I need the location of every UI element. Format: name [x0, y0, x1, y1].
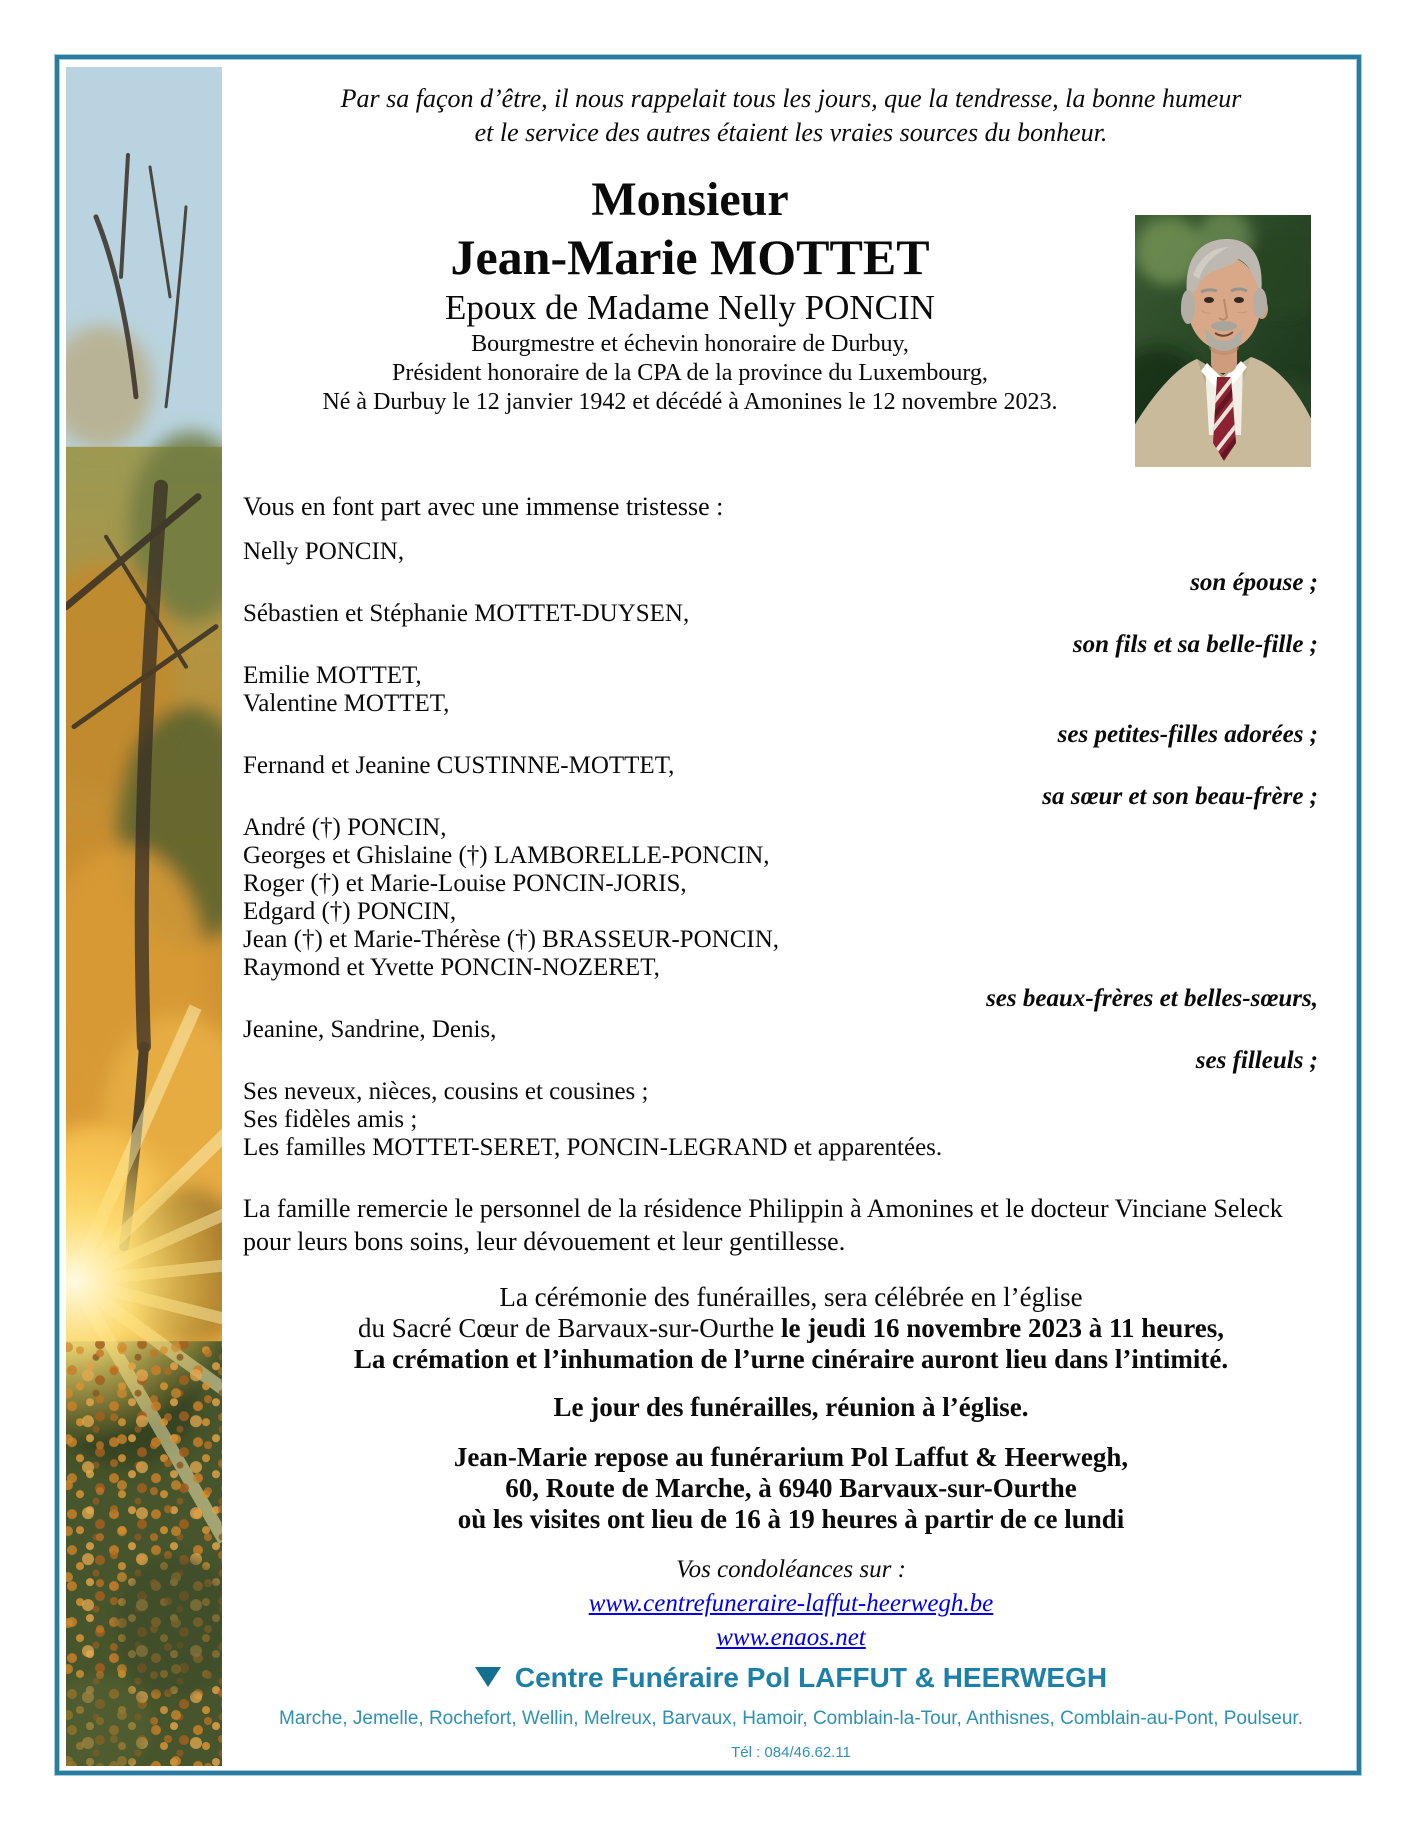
ceremony-line-2-regular: du Sacré Cœur de Barvaux-sur-Ourthe	[357, 1313, 782, 1343]
relation-label: ses petites-filles adorées ;	[1057, 721, 1318, 748]
role-line-1: Bourgmestre et échevin honoraire de Durbuy,	[471, 331, 909, 357]
title-monsieur: Monsieur	[591, 173, 789, 226]
repose-line-1: Jean-Marie repose au funérarium Pol Laffut & Heerwegh,	[453, 1442, 1129, 1472]
funeral-home-brand	[222, 1662, 1360, 1694]
announcement-intro: Vous en font part avec une immense tristesse :	[243, 492, 724, 521]
condolences-link-row-2	[222, 1624, 1360, 1652]
opening-quote	[222, 82, 1360, 150]
family-line: Edgard (†) PONCIN,	[243, 898, 457, 925]
ceremony-line-2	[222, 1313, 1360, 1344]
relation-label: sa sœur et son beau-frère ;	[1042, 783, 1318, 810]
family-line: Ses fidèles amis ;	[243, 1106, 418, 1133]
ceremony-block	[222, 1282, 1360, 1375]
enaos-website-link[interactable]: www.enaos.net	[716, 1624, 866, 1651]
family-line: Roger (†) et Marie-Louise PONCIN-JORIS,	[243, 870, 687, 897]
funeral-home-name: Centre Funéraire Pol LAFFUT & HEERWEGH	[514, 1662, 1108, 1693]
ceremony-line-1: La cérémonie des funérailles, sera célébrée en l’église	[499, 1282, 1083, 1312]
family-list	[222, 538, 1326, 1162]
family-line: Sébastien et Stéphanie MOTTET-DUYSEN,	[243, 600, 690, 627]
repose-line-2: 60, Route de Marche, à 6940 Barvaux-sur-Ourthe	[505, 1473, 1077, 1503]
reunion-line: Le jour des funérailles, réunion à l’église.	[553, 1392, 1029, 1422]
family-line: Raymond et Yvette PONCIN-NOZERET,	[243, 954, 660, 981]
family-line: Les familles MOTTET-SERET, PONCIN-LEGRAND et apparentées.	[243, 1134, 943, 1161]
deceased-name: Jean-Marie MOTTET	[450, 229, 930, 285]
funeral-home-locations: Marche, Jemelle, Rochefort, Wellin, Melreux, Barvaux, Hamoir, Comblain-la-Tour, Anthisnes, Comblain-au-Pont, Poulseur.	[279, 1708, 1303, 1729]
ceremony-line-3: La crémation et l’inhumation de l’urne cinéraire auront lieu dans l’intimité.	[353, 1344, 1229, 1374]
ceremony-line-2-bold: le jeudi 16 novembre 2023 à 11 heures,	[781, 1313, 1225, 1343]
family-line: Emilie MOTTET,	[243, 662, 422, 689]
family-line: Georges et Ghislaine (†) LAMBORELLE-PONCIN,	[243, 842, 770, 869]
family-line: Jean (†) et Marie-Thérèse (†) BRASSEUR-PONCIN,	[243, 926, 779, 953]
family-line: Jeanine, Sandrine, Denis,	[243, 1016, 497, 1043]
relation-label: ses beaux-frères et belles-sœurs,	[986, 985, 1318, 1012]
family-line: Fernand et Jeanine CUSTINNE-MOTTET,	[243, 752, 675, 779]
relation-label: son fils et sa belle-fille ;	[1072, 631, 1318, 658]
quote-line-2: et le service des autres étaient les vraies sources du bonheur.	[474, 118, 1108, 147]
relation-label: ses filleuls ;	[1195, 1047, 1318, 1074]
autumn-photo-strip	[66, 67, 222, 1766]
condolences-link-row-1	[222, 1590, 1360, 1618]
relation-label: son épouse ;	[1190, 569, 1318, 596]
family-line: Valentine MOTTET,	[243, 690, 450, 717]
title-block	[222, 172, 1158, 417]
repose-block	[222, 1442, 1360, 1535]
family-line: Nelly PONCIN,	[243, 538, 405, 565]
spouse-line: Epoux de Madame Nelly PONCIN	[445, 288, 935, 327]
portrait-photo	[1135, 215, 1311, 467]
life-dates-line: Né à Durbuy le 12 janvier 1942 et décédé à Amonines le 12 novembre 2023.	[322, 389, 1058, 415]
family-line: Ses neveux, nièces, cousins et cousines ;	[243, 1078, 649, 1105]
funeral-home-phone: Tél : 084/46.62.11	[731, 1744, 851, 1761]
thanks-paragraph: La famille remercie le personnel de la résidence Philippin à Amonines et le docteur Vinciane Seleck pour leurs bons soins, leur dévouement et leur gentillesse.	[243, 1194, 1283, 1256]
family-line: André (†) PONCIN,	[243, 814, 447, 841]
funeral-home-website-link[interactable]: www.centrefuneraire-laffut-heerwegh.be	[588, 1590, 994, 1617]
condolences-label: Vos condoléances sur :	[676, 1556, 906, 1583]
quote-line-1: Par sa façon d’être, il nous rappelait tous les jours, que la tendresse, la bonne humeur	[340, 84, 1242, 113]
role-line-2: Président honoraire de la CPA de la province du Luxembourg,	[392, 360, 988, 386]
triangle-down-icon	[475, 1667, 501, 1687]
repose-line-3: où les visites ont lieu de 16 à 19 heures à partir de ce lundi	[457, 1504, 1125, 1534]
